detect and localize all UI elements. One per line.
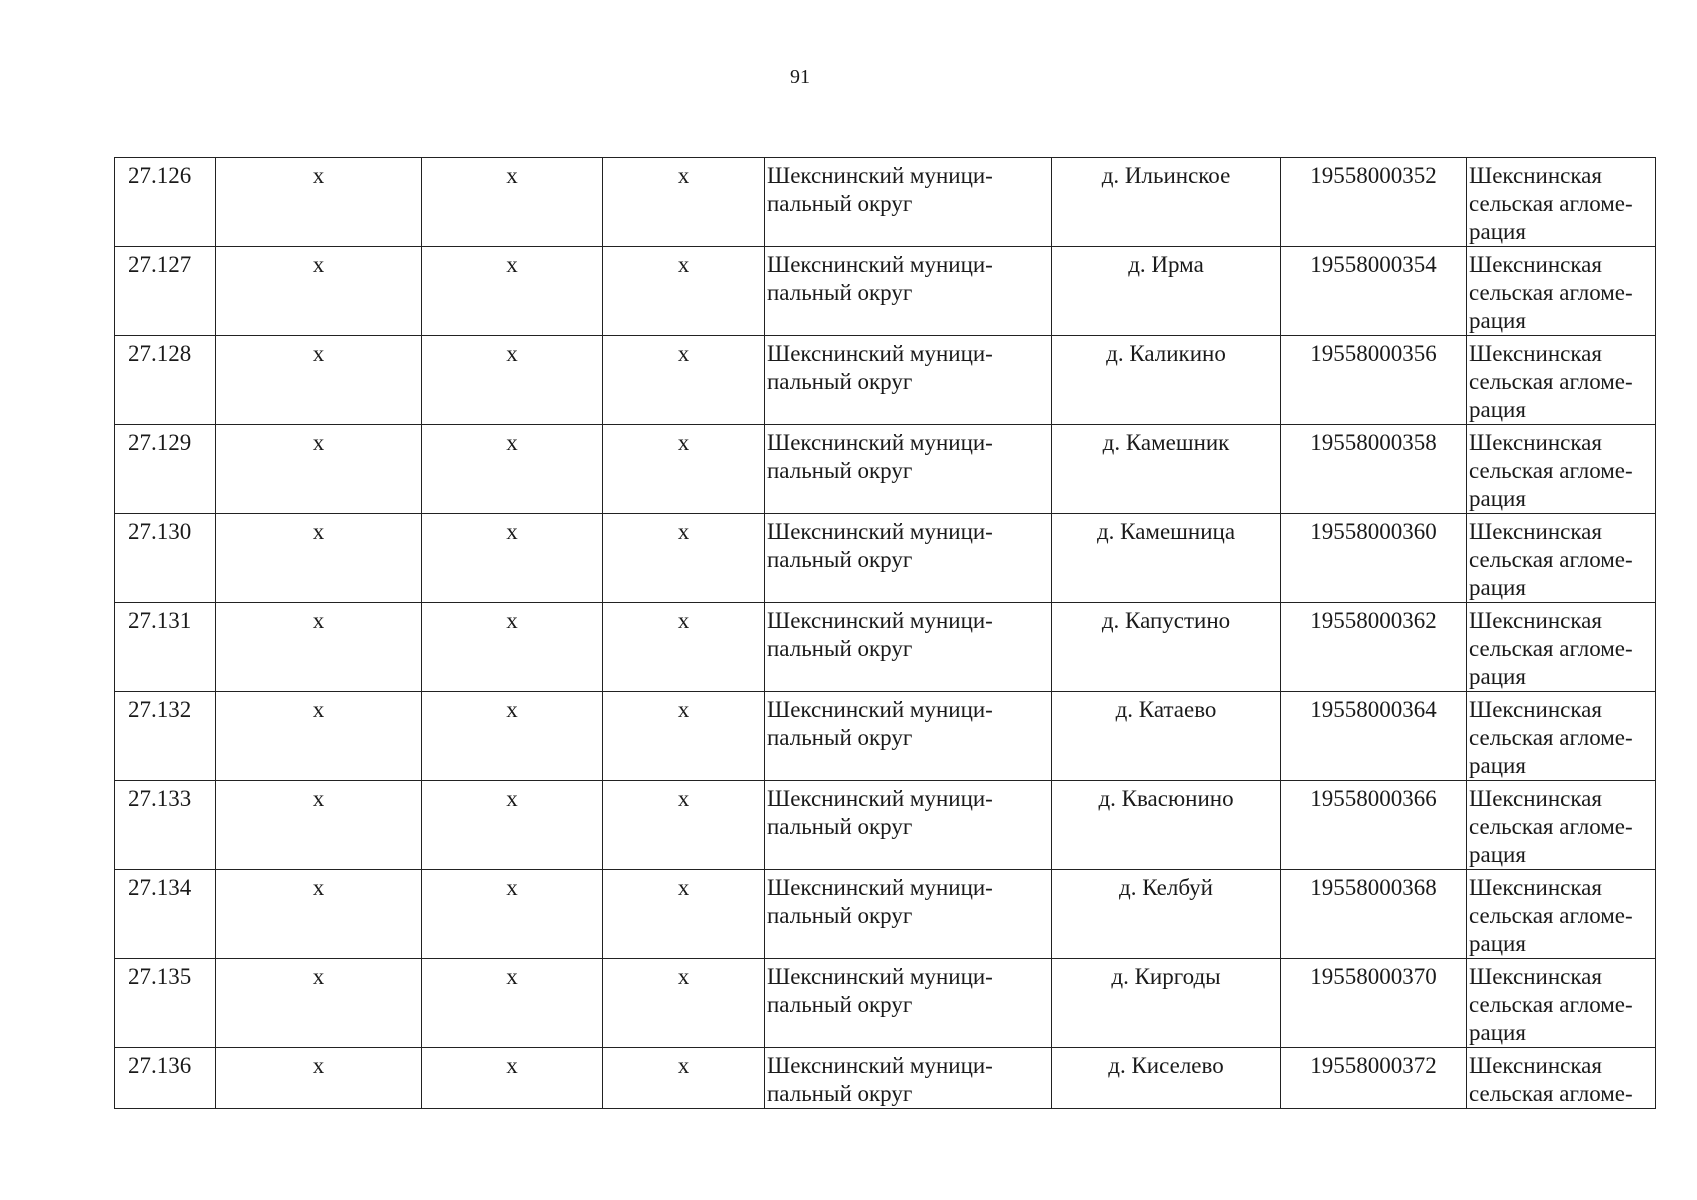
cell-x-3 [603,959,765,1048]
cell-x-2-text: x [506,341,518,366]
table-row [115,1048,1656,1109]
cell-municipal-district [765,247,1052,336]
cell-municipal-district-text: Шекснинский муници- [767,1053,993,1078]
cell-x-1 [216,603,422,692]
cell-x-1 [216,336,422,425]
cell-oktmo-code [1281,247,1467,336]
cell-agglomeration-text: Шекснинская [1469,519,1602,544]
cell-agglomeration [1467,425,1656,514]
cell-settlement [1052,870,1281,959]
cell-agglomeration-text: сельская агломе- [1469,725,1633,750]
cell-municipal-district [765,425,1052,514]
cell-settlement-text: д. Каликино [1106,341,1226,366]
cell-oktmo-code [1281,781,1467,870]
cell-oktmo-code [1281,603,1467,692]
cell-number-text: 27.135 [128,964,192,989]
cell-agglomeration-text: Шекснинская [1469,786,1602,811]
cell-x-1 [216,247,422,336]
cell-municipal-district-text: Шекснинский муници- [767,163,993,188]
cell-municipal-district-text: Шекснинский муници- [767,608,993,633]
cell-municipal-district [765,158,1052,247]
cell-x-2 [422,781,603,870]
cell-x-3 [603,692,765,781]
cell-municipal-district-text: пальный округ [767,369,913,394]
cell-number-text: 27.126 [128,163,192,188]
table-row [115,514,1656,603]
cell-x-1 [216,781,422,870]
cell-settlement-text: д. Киргоды [1111,964,1221,989]
cell-x-3 [603,603,765,692]
cell-settlement-text: д. Ильинское [1101,163,1231,188]
cell-x-2 [422,959,603,1048]
cell-municipal-district [765,336,1052,425]
cell-agglomeration [1467,870,1656,959]
cell-x-1 [216,692,422,781]
cell-agglomeration-text: Шекснинская [1469,252,1602,277]
cell-number-text: 27.132 [128,697,192,722]
cell-x-2-text: x [506,430,518,455]
cell-municipal-district-text: Шекснинский муници- [767,964,993,989]
cell-x-1-text: x [312,341,325,366]
cell-settlement-text: д. Квасюнино [1098,786,1234,811]
cell-municipal-district-text: пальный округ [767,1081,913,1106]
cell-number-text: 27.130 [128,519,192,544]
cell-agglomeration [1467,514,1656,603]
cell-agglomeration-text: рация [1469,397,1526,422]
cell-oktmo-code-text: 19558000356 [1310,341,1437,366]
cell-agglomeration-text: рация [1469,931,1526,956]
cell-number-text: 27.134 [128,875,192,900]
cell-municipal-district-text: Шекснинский муници- [767,697,993,722]
cell-x-1-text: x [312,786,325,811]
cell-agglomeration-text: сельская агломе- [1469,636,1633,661]
cell-oktmo-code-text: 19558000358 [1310,430,1437,455]
cell-agglomeration-text: Шекснинская [1469,341,1602,366]
cell-municipal-district-text: пальный округ [767,458,913,483]
cell-x-3-text: x [677,1053,690,1078]
cell-x-2-text: x [506,608,518,633]
page-number: 91 [790,66,810,88]
cell-x-1-text: x [312,430,325,455]
cell-x-3-text: x [677,252,690,277]
cell-agglomeration-text: Шекснинская [1469,1053,1602,1078]
cell-x-1-text: x [312,519,325,544]
cell-x-1 [216,514,422,603]
cell-settlement [1052,603,1281,692]
cell-x-1-text: x [312,1053,325,1078]
cell-agglomeration [1467,1048,1656,1109]
cell-x-1 [216,1048,422,1109]
cell-agglomeration-text: сельская агломе- [1469,369,1633,394]
cell-agglomeration-text: Шекснинская [1469,964,1602,989]
cell-settlement [1052,692,1281,781]
cell-x-3 [603,247,765,336]
cell-municipal-district [765,1048,1052,1109]
cell-number [115,781,216,870]
cell-agglomeration-text: Шекснинская [1469,608,1602,633]
table-row [115,336,1656,425]
cell-oktmo-code-text: 19558000370 [1310,964,1437,989]
cell-agglomeration-text: Шекснинская [1469,163,1602,188]
cell-x-2 [422,603,603,692]
cell-agglomeration [1467,336,1656,425]
cell-oktmo-code-text: 19558000366 [1310,786,1437,811]
cell-x-1 [216,959,422,1048]
cell-municipal-district-text: Шекснинский муници- [767,252,993,277]
cell-x-3 [603,158,765,247]
cell-agglomeration [1467,959,1656,1048]
cell-x-3-text: x [677,430,690,455]
cell-x-3-text: x [677,341,690,366]
cell-x-2 [422,870,603,959]
cell-number [115,336,216,425]
table-row [115,158,1656,247]
cell-oktmo-code [1281,959,1467,1048]
cell-x-3 [603,870,765,959]
cell-x-3-text: x [677,697,690,722]
cell-agglomeration-text: рация [1469,219,1526,244]
cell-number [115,514,216,603]
cell-agglomeration-text: сельская агломе- [1469,547,1633,572]
cell-oktmo-code-text: 19558000368 [1310,875,1437,900]
table-row [115,959,1656,1048]
cell-settlement-text: д. Камешница [1096,519,1236,544]
cell-agglomeration-text: сельская агломе- [1469,903,1633,928]
cell-agglomeration-text: рация [1469,308,1526,333]
cell-settlement [1052,247,1281,336]
cell-oktmo-code [1281,336,1467,425]
cell-municipal-district-text: пальный округ [767,903,913,928]
cell-municipal-district [765,870,1052,959]
cell-x-2 [422,514,603,603]
cell-number [115,247,216,336]
cell-oktmo-code [1281,1048,1467,1109]
cell-x-3 [603,1048,765,1109]
cell-agglomeration [1467,692,1656,781]
cell-x-1-text: x [312,964,325,989]
cell-municipal-district-text: пальный округ [767,992,913,1017]
cell-x-1-text: x [312,252,325,277]
cell-settlement [1052,514,1281,603]
cell-x-2-text: x [506,163,518,188]
cell-oktmo-code-text: 19558000364 [1310,697,1437,722]
cell-x-3-text: x [677,608,690,633]
settlements-table [114,157,1656,1109]
cell-x-2-text: x [506,1053,518,1078]
cell-x-2 [422,336,603,425]
cell-x-3-text: x [677,519,690,544]
cell-municipal-district-text: пальный округ [767,814,913,839]
cell-municipal-district-text: Шекснинский муници- [767,341,993,366]
cell-municipal-district-text: пальный округ [767,636,913,661]
cell-settlement-text: д. Камешник [1102,430,1230,455]
cell-municipal-district-text: пальный округ [767,725,913,750]
cell-agglomeration-text: сельская агломе- [1469,814,1633,839]
cell-oktmo-code-text: 19558000354 [1310,252,1437,277]
cell-agglomeration-text: сельская агломе- [1469,280,1633,305]
cell-agglomeration-text: рация [1469,1020,1526,1045]
cell-number [115,158,216,247]
cell-x-2 [422,425,603,514]
table-row [115,781,1656,870]
cell-municipal-district-text: Шекснинский муници- [767,430,993,455]
cell-x-2-text: x [506,964,518,989]
cell-number-text: 27.131 [128,608,192,633]
cell-x-2-text: x [506,519,518,544]
cell-x-3 [603,781,765,870]
cell-x-1 [216,425,422,514]
cell-x-1-text: x [312,163,325,188]
cell-oktmo-code [1281,692,1467,781]
cell-number-text: 27.136 [128,1053,192,1078]
table-row [115,692,1656,781]
cell-settlement-text: д. Ирма [1128,252,1204,277]
cell-x-2-text: x [506,875,518,900]
cell-number-text: 27.133 [128,786,192,811]
cell-x-1-text: x [312,608,325,633]
cell-number-text: 27.127 [128,252,192,277]
cell-municipal-district-text: Шекснинский муници- [767,786,993,811]
cell-settlement-text: д. Капустино [1101,608,1231,633]
cell-x-2 [422,158,603,247]
cell-settlement [1052,781,1281,870]
cell-agglomeration-text: сельская агломе- [1469,992,1633,1017]
table-row [115,870,1656,959]
cell-x-3-text: x [677,875,690,900]
cell-agglomeration [1467,603,1656,692]
cell-municipal-district-text: Шекснинский муници- [767,519,993,544]
cell-agglomeration-text: Шекснинская [1469,875,1602,900]
cell-x-2-text: x [506,697,518,722]
cell-settlement [1052,425,1281,514]
cell-settlement [1052,158,1281,247]
cell-x-2-text: x [506,786,518,811]
cell-oktmo-code [1281,870,1467,959]
cell-settlement [1052,1048,1281,1109]
table-row [115,603,1656,692]
cell-agglomeration-text: Шекснинская [1469,430,1602,455]
cell-x-1-text: x [312,697,325,722]
table-row [115,425,1656,514]
cell-x-3 [603,514,765,603]
cell-municipal-district-text: пальный округ [767,280,913,305]
cell-settlement [1052,959,1281,1048]
cell-x-2-text: x [506,252,518,277]
cell-oktmo-code-text: 19558000360 [1310,519,1437,544]
cell-municipal-district [765,959,1052,1048]
cell-x-1-text: x [312,875,325,900]
cell-agglomeration [1467,781,1656,870]
cell-municipal-district [765,514,1052,603]
cell-settlement-text: д. Киселево [1108,1053,1224,1078]
cell-number [115,959,216,1048]
cell-agglomeration-text: рация [1469,753,1526,778]
cell-number [115,603,216,692]
cell-oktmo-code-text: 19558000362 [1310,608,1437,633]
cell-municipal-district [765,781,1052,870]
cell-agglomeration-text: сельская агломе- [1469,1081,1633,1106]
cell-oktmo-code-text: 19558000352 [1310,163,1437,188]
cell-number-text: 27.129 [128,430,192,455]
cell-number [115,870,216,959]
cell-agglomeration-text: Шекснинская [1469,697,1602,722]
cell-agglomeration-text: рация [1469,842,1526,867]
cell-x-3-text: x [677,786,690,811]
cell-settlement-text: д. Катаево [1115,697,1217,722]
cell-oktmo-code [1281,425,1467,514]
cell-number-text: 27.128 [128,341,192,366]
cell-settlement [1052,336,1281,425]
cell-oktmo-code-text: 19558000372 [1310,1053,1437,1078]
cell-agglomeration [1467,247,1656,336]
cell-agglomeration-text: рация [1469,486,1526,511]
cell-x-2 [422,692,603,781]
table-body [115,158,1656,1109]
cell-agglomeration-text: сельская агломе- [1469,191,1633,216]
cell-agglomeration [1467,158,1656,247]
cell-x-3-text: x [677,964,690,989]
cell-agglomeration-text: сельская агломе- [1469,458,1633,483]
cell-municipal-district-text: пальный округ [767,547,913,572]
cell-number [115,425,216,514]
cell-oktmo-code [1281,514,1467,603]
cell-number [115,1048,216,1109]
cell-municipal-district [765,692,1052,781]
cell-x-1 [216,870,422,959]
cell-x-3 [603,425,765,514]
cell-x-3 [603,336,765,425]
cell-municipal-district-text: Шекснинский муници- [767,875,993,900]
cell-agglomeration-text: рация [1469,575,1526,600]
cell-settlement-text: д. Келбуй [1119,875,1213,900]
cell-municipal-district-text: пальный округ [767,191,913,216]
cell-x-2 [422,247,603,336]
cell-number [115,692,216,781]
cell-x-3-text: x [677,163,690,188]
cell-x-2 [422,1048,603,1109]
table-row [115,247,1656,336]
cell-x-1 [216,158,422,247]
cell-agglomeration-text: рация [1469,664,1526,689]
cell-oktmo-code [1281,158,1467,247]
cell-municipal-district [765,603,1052,692]
